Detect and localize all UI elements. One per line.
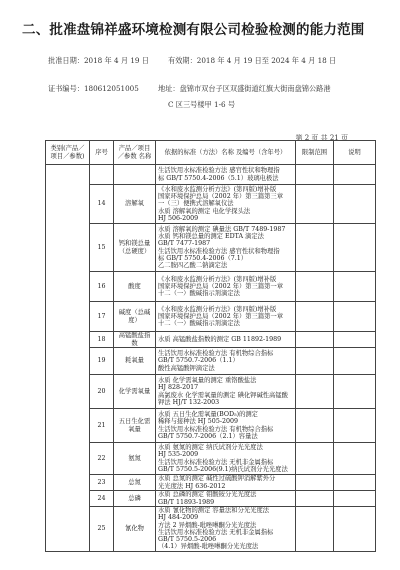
header-basis: 依据的标准（方法）名称 及编号（含年号） bbox=[156, 141, 296, 165]
table-row bbox=[46, 348, 376, 375]
table-row bbox=[46, 475, 376, 491]
header-seq: 序号 bbox=[90, 141, 114, 165]
item-name-cell: 钙和镁总量（总硬度） bbox=[114, 224, 156, 272]
page-title: 二、批准盘锦祥盛环境检测有限公司检验检测的能力范围 bbox=[22, 22, 365, 38]
note-cell bbox=[334, 375, 376, 409]
basis-line: 生活饮用水标准检验方法 感官性状和物理指 bbox=[158, 167, 280, 175]
limit-cell bbox=[296, 348, 334, 375]
seq-cell: 23 bbox=[90, 475, 114, 491]
basis-line: GB/T 11893-1989 bbox=[158, 498, 215, 506]
limit-cell bbox=[296, 185, 334, 224]
table-row bbox=[46, 302, 376, 332]
basis-line: 钾法 HJ/T 132-2003 bbox=[158, 398, 220, 406]
limit-cell bbox=[296, 302, 334, 332]
seq-cell: 19 bbox=[90, 348, 114, 375]
basis-cell bbox=[156, 165, 296, 185]
basis-cell bbox=[156, 272, 296, 302]
table-row bbox=[46, 165, 376, 185]
basis-line: 水质 高锰酸盐指数的测定 GB 11892-1989 bbox=[158, 335, 282, 343]
seq-cell: 25 bbox=[90, 507, 114, 552]
seq-cell bbox=[90, 165, 114, 185]
basis-cell bbox=[156, 302, 296, 332]
basis-line: 稀释与接种法 HJ 505-2009 bbox=[158, 418, 238, 426]
limit-cell bbox=[296, 507, 334, 552]
basis-line: 生活饮用水标准检验方法 无机非金属指标 bbox=[158, 528, 274, 536]
limit-cell bbox=[296, 165, 334, 185]
table-row bbox=[46, 185, 376, 224]
limit-cell bbox=[296, 272, 334, 302]
basis-line: 一（三）便携式溶解氧仪法 bbox=[158, 200, 234, 208]
validity-period: 有效期：2018 年 4 月 19 日至 2024 年 4 月 18 日 bbox=[168, 56, 337, 65]
note-cell bbox=[334, 409, 376, 443]
basis-line: 标 GB/T 5750.4-2006（7.1） bbox=[158, 254, 248, 262]
basis-line: GB/T 5750.5-2006 bbox=[158, 536, 217, 544]
basis-line: 乙二胺四乙酸二钠滴定法 bbox=[158, 262, 228, 270]
basis-line: 水质 五日生化需氧量(BOD₅)的测定 bbox=[158, 410, 258, 418]
item-name-cell: 氨氮 bbox=[114, 443, 156, 475]
basis-line: 水质 化学需氧量的测定 重铬酸盐法 bbox=[158, 376, 257, 384]
basis-line: 水质 钙和镁总量的测定 EDTA 滴定法 bbox=[158, 232, 264, 240]
basis-cell bbox=[156, 443, 296, 475]
note-cell bbox=[334, 443, 376, 475]
item-name-cell: 总氮 bbox=[114, 475, 156, 491]
table-row bbox=[46, 272, 376, 302]
basis-line: 国家环境保护总局（2002 年）第三篇第三章 bbox=[158, 193, 284, 201]
basis-line: 生活饮用水标准检验方法 有机物综合指标 bbox=[158, 425, 274, 433]
seq-cell: 17 bbox=[90, 302, 114, 332]
basis-line: HJ 535-2009 bbox=[158, 451, 199, 459]
basis-line: 《水和废水监测分析方法》(第四版)增补版 bbox=[158, 305, 277, 313]
basis-line: GB/T 5750.5-2006(9.1)纳氏试剂分光光度法 bbox=[158, 465, 288, 473]
category-cell bbox=[46, 165, 90, 552]
seq-cell: 24 bbox=[90, 491, 114, 507]
seq-cell: 18 bbox=[90, 332, 114, 348]
basis-line: HJ 828-2017 bbox=[158, 384, 199, 392]
limit-cell bbox=[296, 475, 334, 491]
basis-line: 水质 氨氮的测定 纳氏试剂分光光度法 bbox=[158, 443, 263, 451]
basis-line: GB/T 7477-1987 bbox=[158, 240, 211, 248]
item-name-cell: 溶解氧 bbox=[114, 185, 156, 224]
basis-cell bbox=[156, 348, 296, 375]
address-line-2: C 区三号楼甲 1-6 号 bbox=[168, 100, 236, 109]
item-name-cell: 化学需氧量 bbox=[114, 375, 156, 409]
table-row bbox=[46, 224, 376, 272]
basis-cell bbox=[156, 375, 296, 409]
basis-cell bbox=[156, 475, 296, 491]
table-row bbox=[46, 332, 376, 348]
note-cell bbox=[334, 332, 376, 348]
note-cell bbox=[334, 302, 376, 332]
table-row bbox=[46, 443, 376, 475]
note-cell bbox=[334, 491, 376, 507]
item-name-cell: 高锰酸盐指数 bbox=[114, 332, 156, 348]
basis-line: 十二（一）酸碱指示剂滴定法 bbox=[158, 320, 240, 328]
certificate-number: 证书编号：180612051005 bbox=[48, 84, 139, 93]
basis-cell bbox=[156, 224, 296, 272]
basis-cell bbox=[156, 332, 296, 348]
basis-line: 水质 氰化物的测定 容量法和分光光度法 bbox=[158, 507, 270, 514]
limit-cell bbox=[296, 332, 334, 348]
table-row bbox=[46, 491, 376, 507]
seq-cell: 16 bbox=[90, 272, 114, 302]
basis-line: 国家环境保护总局（2002 年）第三篇第一章 bbox=[158, 312, 284, 320]
seq-cell: 21 bbox=[90, 409, 114, 443]
approval-date: 批准日期：2018 年 4 月 19 日 bbox=[48, 56, 149, 65]
basis-line: 《水和废水监测分析方法》(第四版)增补版 bbox=[158, 185, 277, 193]
page-number: 第 2 页 共 21 页 bbox=[295, 134, 348, 142]
basis-line: 高氯废水 化学需氧量的测定 碘化钾碱性高锰酸 bbox=[158, 391, 288, 399]
basis-cell bbox=[156, 491, 296, 507]
basis-cell bbox=[156, 507, 296, 552]
limit-cell bbox=[296, 224, 334, 272]
note-cell bbox=[334, 507, 376, 552]
item-name-cell bbox=[114, 165, 156, 185]
header-note: 说明 bbox=[334, 141, 376, 165]
note-cell bbox=[334, 165, 376, 185]
basis-cell bbox=[156, 185, 296, 224]
basis-line: 标 GB/T 5750.4-2006（5.1）玻璃电极法 bbox=[158, 174, 279, 182]
basis-line: 光光度法 HJ 636-2012 bbox=[158, 482, 226, 490]
header-limit: 限制范围 bbox=[296, 141, 334, 165]
basis-line: 生活饮用水标准检验方法 无机非金属指标 bbox=[158, 458, 274, 466]
basis-line: 水质 溶解氧的测定 碘量法 GB/T 7489-1987 bbox=[158, 225, 286, 233]
item-name-cell: 酸度 bbox=[114, 272, 156, 302]
limit-cell bbox=[296, 443, 334, 475]
limit-cell bbox=[296, 409, 334, 443]
table-header-row bbox=[46, 141, 376, 165]
basis-line: 生活饮用水标准检验方法 有机物综合指标 bbox=[158, 350, 274, 358]
basis-line: 水质 溶解氧的测定 电化学探头法 bbox=[158, 207, 251, 215]
note-cell bbox=[334, 475, 376, 491]
basis-line: 生活饮用水标准检验方法 感官性状和物理指 bbox=[158, 247, 280, 255]
note-cell bbox=[334, 224, 376, 272]
item-name-cell: 总磷 bbox=[114, 491, 156, 507]
limit-cell bbox=[296, 491, 334, 507]
basis-line: 十二（一）酸碱指示剂滴定法 bbox=[158, 290, 240, 298]
item-name-cell: 碱度（总碱度） bbox=[114, 302, 156, 332]
basis-line: （4.1）异烟酸-吡唑啉酮分光光度法 bbox=[158, 543, 259, 551]
note-cell bbox=[334, 272, 376, 302]
header-name: 产品／项目／参数 名称 bbox=[114, 141, 156, 165]
basis-line: 水质 总磷的测定 钼酸铵分光光度法 bbox=[158, 491, 257, 499]
basis-line: 酸性高锰酸钾滴定法 bbox=[158, 364, 215, 372]
header-category: 类别(产品／项目／参数) bbox=[46, 141, 90, 165]
basis-line: 国家环境保护总局（2002 年）第三篇第一章 bbox=[158, 282, 284, 290]
note-cell bbox=[334, 185, 376, 224]
basis-line: 方法 2 异烟酸-吡唑啉酮分光光度法 bbox=[158, 521, 257, 529]
table-row bbox=[46, 507, 376, 552]
basis-line: HJ 506-2009 bbox=[158, 214, 199, 222]
basis-line: HJ 484-2009 bbox=[158, 514, 199, 522]
basis-cell bbox=[156, 409, 296, 443]
item-name-cell: 五日生化需氧量 bbox=[114, 409, 156, 443]
item-name-cell: 耗氧量 bbox=[114, 348, 156, 375]
basis-line: GB/T 5750.7-2006（2.1）容量法 bbox=[158, 432, 258, 440]
seq-cell: 20 bbox=[90, 375, 114, 409]
table-body bbox=[46, 165, 376, 552]
basis-line: 水质 总氮的测定 碱性过硫酸钾消解紫外分 bbox=[158, 475, 276, 483]
seq-cell: 14 bbox=[90, 185, 114, 224]
address-line-1: 地址：盘锦市双台子区双盛街道红旗大街南盘锦公路港 bbox=[158, 84, 331, 93]
seq-cell: 22 bbox=[90, 443, 114, 475]
basis-line: 《水和废水监测分析方法》(第四版)增补版 bbox=[158, 275, 277, 283]
basis-line: GB/T 5750.7-2006（1.1） bbox=[158, 357, 239, 365]
seq-cell: 15 bbox=[90, 224, 114, 272]
table-row bbox=[46, 375, 376, 409]
limit-cell bbox=[296, 375, 334, 409]
item-name-cell: 氰化物 bbox=[114, 507, 156, 552]
note-cell bbox=[334, 348, 376, 375]
table-row bbox=[46, 409, 376, 443]
capability-table bbox=[45, 140, 376, 552]
